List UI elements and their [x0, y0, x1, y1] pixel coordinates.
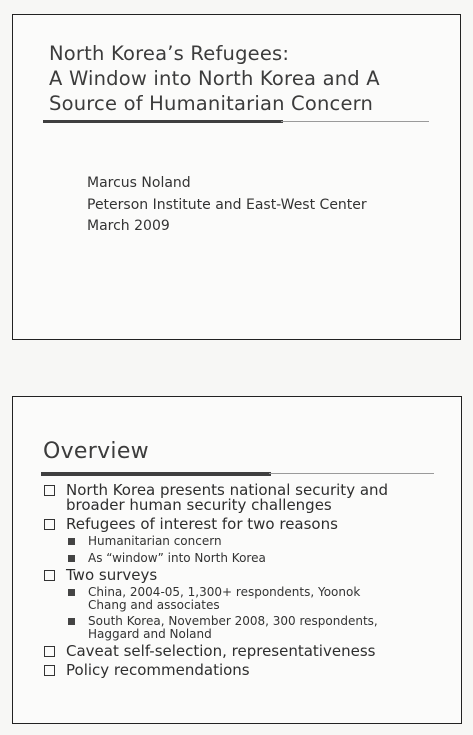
filled-square-bullet-icon	[68, 538, 75, 545]
hollow-square-bullet-icon	[44, 665, 55, 676]
bullet-line: Caveat self-selection, representativeness	[66, 642, 376, 660]
sub-bullet-item	[66, 615, 446, 640]
title-line: North Korea’s Refugees:	[49, 42, 290, 65]
slide-title: Overview	[43, 439, 149, 464]
title-slide	[12, 14, 461, 340]
title-rule-light	[269, 473, 434, 474]
sub-bullet-line: As “window” into North Korea	[88, 550, 266, 565]
author-name: Marcus Noland	[87, 175, 191, 191]
bullet-text	[66, 663, 446, 678]
sub-bullet-line: Humanitarian concern	[88, 534, 222, 548]
sub-bullet-text	[88, 615, 446, 640]
bullet-text	[66, 517, 446, 532]
bullet-item	[41, 568, 446, 640]
bullet-line: Policy recommendations	[66, 661, 250, 679]
bullet-item	[41, 644, 446, 659]
title-line: A Window into North Korea and A	[49, 67, 380, 90]
title-rule-light	[281, 121, 429, 122]
sub-bullet-list	[66, 586, 446, 640]
sub-bullet-text	[88, 552, 446, 565]
sub-bullet-item	[66, 586, 446, 611]
bullet-text	[66, 644, 446, 659]
sub-bullet-line: South Korea, November 2008, 300 respondents,	[88, 614, 378, 628]
sub-bullet-item	[66, 535, 446, 548]
sub-bullet-line: China, 2004-05, 1,300+ respondents, Yoonok	[88, 585, 361, 599]
overview-slide	[12, 396, 462, 724]
bullet-line: Two surveys	[66, 566, 158, 584]
hollow-square-bullet-icon	[44, 485, 55, 496]
presenter-info	[87, 173, 367, 238]
bullet-list	[41, 483, 446, 682]
sub-bullet-text	[88, 586, 446, 611]
title-rule-dark	[41, 472, 271, 476]
presentation-date: March 2009	[87, 218, 170, 234]
title-rule-dark	[43, 120, 283, 123]
bullet-text	[66, 483, 446, 513]
slide-title	[49, 41, 449, 116]
sub-bullet-line: Chang and associates	[88, 597, 220, 612]
sub-bullet-line: Haggard and Noland	[88, 626, 212, 641]
bullet-text	[66, 568, 446, 583]
bullet-item	[41, 663, 446, 678]
bullet-line: Refugees of interest for two reasons	[66, 515, 338, 533]
filled-square-bullet-icon	[68, 589, 75, 596]
sub-bullet-item	[66, 552, 446, 565]
title-line: Source of Humanitarian Concern	[49, 92, 374, 115]
bullet-item	[41, 517, 446, 564]
bullet-line: broader human security challenges	[66, 496, 332, 514]
filled-square-bullet-icon	[68, 555, 75, 562]
hollow-square-bullet-icon	[44, 646, 55, 657]
bullet-line: North Korea presents national security and	[66, 481, 389, 499]
sub-bullet-text	[88, 535, 446, 548]
filled-square-bullet-icon	[68, 618, 75, 625]
hollow-square-bullet-icon	[44, 519, 55, 530]
hollow-square-bullet-icon	[44, 570, 55, 581]
sub-bullet-list	[66, 535, 446, 564]
affiliation: Peterson Institute and East-West Center	[87, 196, 367, 213]
bullet-item	[41, 483, 446, 513]
